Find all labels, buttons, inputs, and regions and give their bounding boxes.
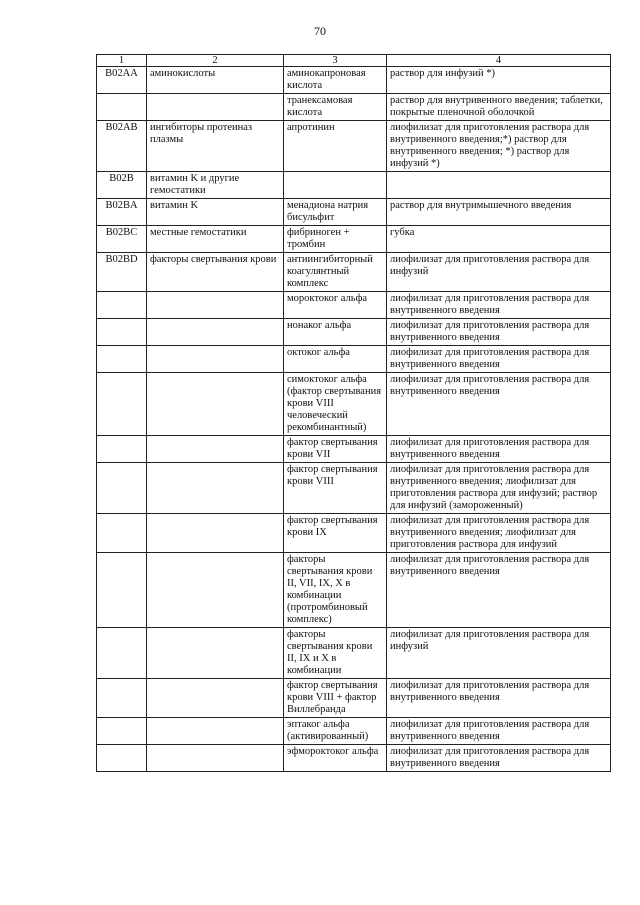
atc-code-cell	[97, 94, 147, 121]
table-row	[97, 226, 611, 253]
anatomical-group-cell: аминокислоты	[147, 67, 284, 94]
atc-code-cell	[97, 373, 147, 436]
dosage-form-cell: губка	[387, 226, 611, 253]
drug-name-cell: транексамовая кислота	[284, 94, 387, 121]
drug-name-cell: фактор свертывания крови VIII	[284, 463, 387, 514]
atc-code-cell: B02AB	[97, 121, 147, 172]
column-header: 3	[284, 55, 387, 67]
dosage-form-cell: лиофилизат для приготовления раствора для внутривенного введения	[387, 436, 611, 463]
drug-name-cell	[284, 172, 387, 199]
dosage-form-cell	[387, 172, 611, 199]
drug-name-cell: нонаког альфа	[284, 319, 387, 346]
anatomical-group-cell: витамин K	[147, 199, 284, 226]
table-row	[97, 679, 611, 718]
table-row	[97, 346, 611, 373]
atc-code-cell	[97, 553, 147, 628]
anatomical-group-cell	[147, 292, 284, 319]
anatomical-group-cell	[147, 553, 284, 628]
dosage-form-cell: лиофилизат для приготовления раствора для инфузий	[387, 628, 611, 679]
anatomical-group-cell	[147, 628, 284, 679]
dosage-form-cell: лиофилизат для приготовления раствора для внутривенного введения	[387, 319, 611, 346]
atc-code-cell: B02B	[97, 172, 147, 199]
dosage-form-cell: лиофилизат для приготовления раствора для внутривенного введения	[387, 745, 611, 772]
dosage-form-cell: лиофилизат для приготовления раствора для внутривенного введения; лиофилизат для приготовления раствора для инфузий	[387, 514, 611, 553]
atc-code-cell	[97, 718, 147, 745]
drug-name-cell: факторы свертывания крови II, VII, IX, X в комбинации (протромбиновый комплекс)	[284, 553, 387, 628]
atc-code-cell	[97, 436, 147, 463]
table-row	[97, 436, 611, 463]
atc-code-cell	[97, 463, 147, 514]
dosage-form-cell: раствор для внутривенного введения; таблетки, покрытые пленочной оболочкой	[387, 94, 611, 121]
drug-name-cell: фактор свертывания крови IX	[284, 514, 387, 553]
anatomical-group-cell	[147, 373, 284, 436]
table-row	[97, 628, 611, 679]
column-header: 1	[97, 55, 147, 67]
drug-name-cell: фактор свертывания крови VII	[284, 436, 387, 463]
atc-code-cell	[97, 628, 147, 679]
drug-name-cell: симоктоког альфа (фактор свертывания крови VIII человеческий рекомбинантный)	[284, 373, 387, 436]
drug-name-cell: антиингибиторный коагулянтный комплекс	[284, 253, 387, 292]
drug-table	[96, 54, 611, 772]
drug-name-cell: мороктоког альфа	[284, 292, 387, 319]
atc-code-cell	[97, 346, 147, 373]
dosage-form-cell: лиофилизат для приготовления раствора для внутривенного введения; лиофилизат для приготовления раствора для инфузий; раствор для инфузий (замороженный)	[387, 463, 611, 514]
atc-code-cell	[97, 679, 147, 718]
drug-name-cell: фибриноген + тромбин	[284, 226, 387, 253]
table-row	[97, 514, 611, 553]
anatomical-group-cell	[147, 679, 284, 718]
table-row	[97, 745, 611, 772]
dosage-form-cell: лиофилизат для приготовления раствора для внутривенного введения;*) раствор для внутривенного введения; *) раствор для инфузий *)	[387, 121, 611, 172]
dosage-form-cell: лиофилизат для приготовления раствора для внутривенного введения	[387, 346, 611, 373]
dosage-form-cell: лиофилизат для приготовления раствора для внутривенного введения	[387, 373, 611, 436]
anatomical-group-cell: витамин K и другие гемостатики	[147, 172, 284, 199]
anatomical-group-cell	[147, 514, 284, 553]
anatomical-group-cell	[147, 463, 284, 514]
anatomical-group-cell	[147, 718, 284, 745]
table-row	[97, 553, 611, 628]
table-row	[97, 253, 611, 292]
table-row	[97, 172, 611, 199]
anatomical-group-cell	[147, 319, 284, 346]
drug-name-cell: факторы свертывания крови II, IX и X в комбинации	[284, 628, 387, 679]
drug-name-cell: менадиона натрия бисульфит	[284, 199, 387, 226]
table-row	[97, 718, 611, 745]
atc-code-cell	[97, 292, 147, 319]
table-row	[97, 94, 611, 121]
atc-code-cell	[97, 745, 147, 772]
dosage-form-cell: лиофилизат для приготовления раствора для инфузий	[387, 253, 611, 292]
dosage-form-cell: лиофилизат для приготовления раствора для внутривенного введения	[387, 679, 611, 718]
table-row	[97, 319, 611, 346]
table-row	[97, 67, 611, 94]
column-header: 4	[387, 55, 611, 67]
header-row	[97, 55, 611, 67]
table-row	[97, 121, 611, 172]
anatomical-group-cell: факторы свертывания крови	[147, 253, 284, 292]
dosage-form-cell: лиофилизат для приготовления раствора для внутривенного введения	[387, 292, 611, 319]
anatomical-group-cell	[147, 346, 284, 373]
column-header: 2	[147, 55, 284, 67]
dosage-form-cell: лиофилизат для приготовления раствора для внутривенного введения	[387, 553, 611, 628]
drug-name-cell: фактор свертывания крови VIII + фактор Виллебранда	[284, 679, 387, 718]
anatomical-group-cell	[147, 94, 284, 121]
drug-name-cell: октоког альфа	[284, 346, 387, 373]
drug-name-cell: аминокапроновая кислота	[284, 67, 387, 94]
atc-code-cell: B02BD	[97, 253, 147, 292]
table-row	[97, 373, 611, 436]
table-row	[97, 199, 611, 226]
atc-code-cell	[97, 319, 147, 346]
drug-name-cell: эптаког альфа (активированный)	[284, 718, 387, 745]
anatomical-group-cell	[147, 436, 284, 463]
atc-code-cell	[97, 514, 147, 553]
dosage-form-cell: раствор для внутримышечного введения	[387, 199, 611, 226]
dosage-form-cell: лиофилизат для приготовления раствора для внутривенного введения	[387, 718, 611, 745]
table-row	[97, 292, 611, 319]
anatomical-group-cell: ингибиторы протеиназ плазмы	[147, 121, 284, 172]
anatomical-group-cell: местные гемостатики	[147, 226, 284, 253]
dosage-form-cell: раствор для инфузий *)	[387, 67, 611, 94]
atc-code-cell: B02AA	[97, 67, 147, 94]
table-row	[97, 463, 611, 514]
drug-name-cell: апротинин	[284, 121, 387, 172]
atc-code-cell: B02BC	[97, 226, 147, 253]
page-number: 70	[314, 24, 326, 38]
anatomical-group-cell	[147, 745, 284, 772]
atc-code-cell: B02BA	[97, 199, 147, 226]
drug-name-cell: эфмороктоког альфа	[284, 745, 387, 772]
